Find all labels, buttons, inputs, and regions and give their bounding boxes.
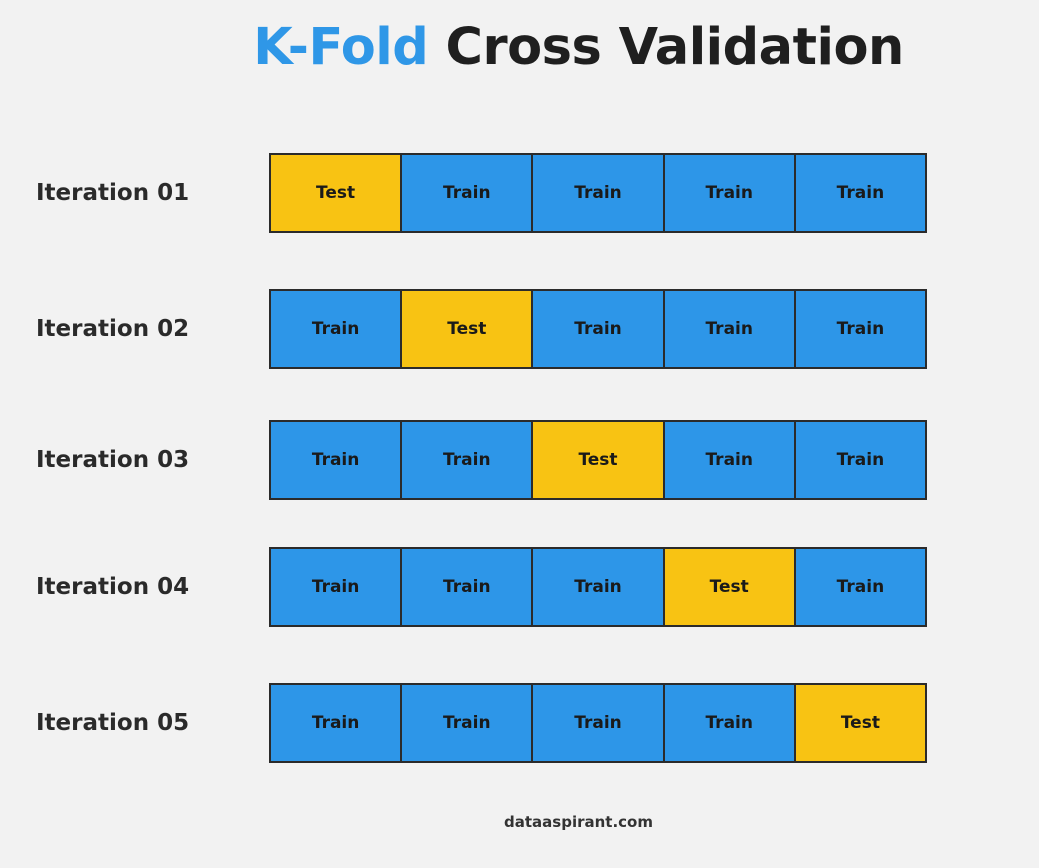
test-fold: Test [794,685,925,761]
title-rest: Cross Validation [445,18,904,77]
train-fold: Train [400,422,531,498]
fold-strip [269,153,927,233]
train-fold: Train [400,549,531,625]
title-accent: K-Fold [253,18,429,77]
iteration-row [0,289,1039,369]
train-fold: Train [271,291,400,367]
iteration-label: Iteration 02 [36,316,190,342]
train-fold: Train [400,155,531,231]
iteration-row [0,420,1039,500]
train-fold: Train [271,685,400,761]
train-fold: Train [271,422,400,498]
train-fold: Train [531,155,662,231]
train-fold: Train [531,291,662,367]
iteration-row [0,547,1039,627]
test-fold: Test [271,155,400,231]
fold-strip [269,420,927,500]
test-fold: Test [531,422,662,498]
iteration-row [0,153,1039,233]
train-fold: Train [663,291,794,367]
train-fold: Train [271,549,400,625]
footer-credit: dataaspirant.com [504,813,653,831]
train-fold: Train [531,685,662,761]
iteration-label: Iteration 05 [36,710,190,736]
iteration-label: Iteration 04 [36,574,190,600]
iteration-row [0,683,1039,763]
iteration-label: Iteration 01 [36,180,190,206]
fold-strip [269,289,927,369]
train-fold: Train [400,685,531,761]
train-fold: Train [531,549,662,625]
iteration-label: Iteration 03 [36,447,190,473]
train-fold: Train [663,155,794,231]
fold-strip [269,547,927,627]
test-fold: Test [663,549,794,625]
train-fold: Train [794,291,925,367]
test-fold: Test [400,291,531,367]
fold-strip [269,683,927,763]
diagram-title [0,18,1039,77]
train-fold: Train [794,155,925,231]
train-fold: Train [794,549,925,625]
train-fold: Train [663,422,794,498]
train-fold: Train [794,422,925,498]
train-fold: Train [663,685,794,761]
